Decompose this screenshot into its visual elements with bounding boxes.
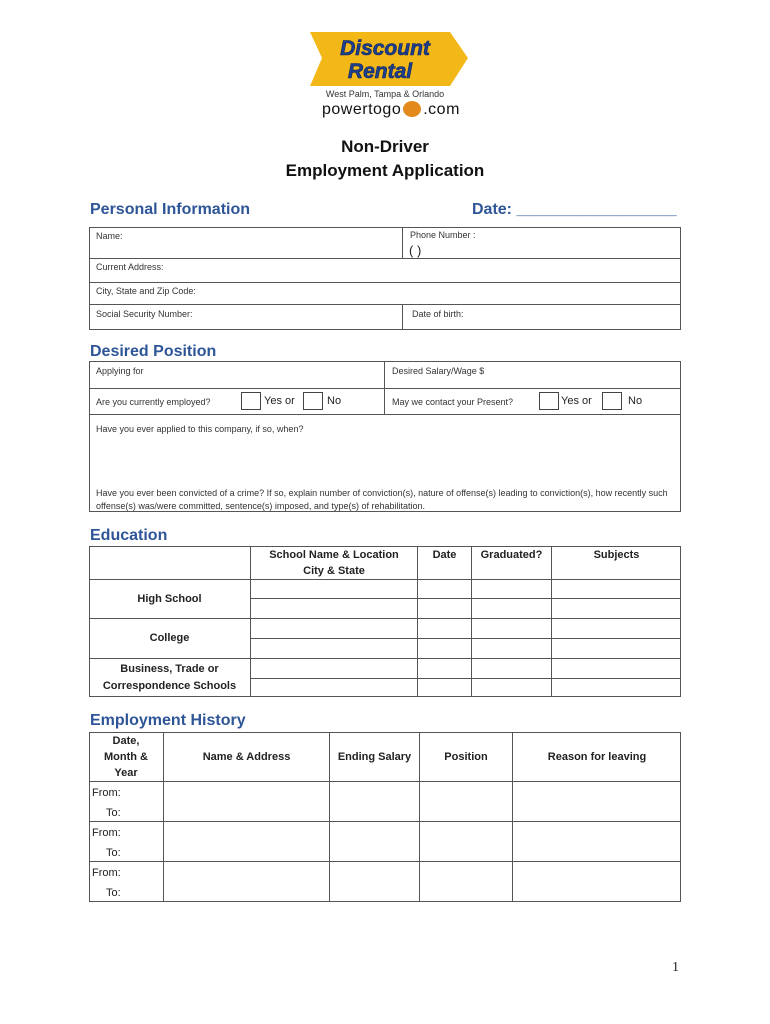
divider [250,638,681,639]
to-label-3: To: [106,887,121,899]
website-tld: .com [423,101,460,118]
row-business-trade: Business, Trade or [120,663,219,675]
education-heading: Education [90,527,168,544]
divider [250,598,681,599]
col-date-line1: Date, [112,735,140,747]
website-logo [322,101,460,119]
col-subjects: Subjects [593,549,640,561]
divider [551,546,552,697]
divider [250,678,681,679]
desired-salary-field[interactable]: Desired Salary/Wage $ [392,366,485,376]
title-line-2: Employment Application [285,161,485,180]
desired-position-heading: Desired Position [90,343,217,360]
divider [89,304,681,305]
divider [89,781,681,782]
divider [89,282,681,283]
contact-no-label: No [628,395,643,407]
discount-rental-logo [300,30,470,88]
row-high-school: High School [137,593,202,605]
contact-no-checkbox[interactable] [602,392,622,410]
phone-field[interactable]: Phone Number : [410,230,476,240]
from-label-1: From: [92,787,121,799]
title-line-1: Non-Driver [341,137,429,156]
divider [402,227,403,258]
to-label-2: To: [106,847,121,859]
col-date-line3: Year [114,767,138,779]
employment-history-heading: Employment History [90,712,246,729]
address-field[interactable]: Current Address: [96,262,164,272]
divider [89,388,681,389]
employed-yes-checkbox[interactable] [241,392,261,410]
employed-question: Are you currently employed? [96,397,211,407]
from-label-3: From: [92,867,121,879]
employed-no-label: No [327,395,342,407]
col-date-line2: Month & [104,751,148,763]
applying-for-field[interactable]: Applying for [96,366,144,376]
divider [89,579,681,580]
contact-question: May we contact your Present? [392,397,514,407]
website-name: powertogo [322,101,402,118]
logo-text-1: Discount [340,37,430,60]
divider [89,861,681,862]
from-label-2: From: [92,827,121,839]
ssn-field[interactable]: Social Security Number: [96,309,193,319]
logo-text-2: Rental [347,60,413,83]
phone-area-code: ( ) [409,243,422,258]
employed-yes-label: Yes or [264,395,295,407]
city-state-zip-field[interactable]: City, State and Zip Code: [96,286,196,296]
col-name-address: Name & Address [202,751,291,763]
col-position: Position [444,751,488,763]
name-field[interactable]: Name: [96,231,123,241]
divider [89,658,681,659]
applied-before-field[interactable]: Have you ever applied to this company, if so, when? [96,424,304,434]
divider [89,618,681,619]
contact-yes-checkbox[interactable] [539,392,559,410]
row-correspondence: Correspondence Schools [102,680,237,692]
col-date: Date [432,549,457,561]
col-ending-salary: Ending Salary [337,751,412,763]
divider [384,361,385,414]
employed-no-checkbox[interactable] [303,392,323,410]
col-reason-leaving: Reason for leaving [547,751,647,763]
col-school-name: School Name & Location [269,549,399,561]
date-field[interactable]: Date: __________________ [472,201,677,218]
divider [89,821,681,822]
dob-field[interactable]: Date of birth: [412,309,464,319]
page-number: 1 [672,960,679,975]
conviction-field[interactable]: Have you ever been convicted of a crime? If so, explain number of conviction(s), nature of offense(s) leading to conviction(s), how recently such offense(s) was/were committed, sentence(s) imposed, and type(s) of rehabilitation. [96,488,668,511]
contact-yes-label: Yes or [561,395,592,407]
locations-text: West Palm, Tampa & Orlando [325,89,445,99]
divider [417,546,418,697]
col-graduated: Graduated? [480,549,543,561]
divider [89,258,681,259]
row-college: College [149,632,190,644]
dog-face-icon [403,101,421,117]
divider [471,546,472,697]
divider [89,414,681,415]
personal-info-heading: Personal Information [90,201,251,218]
col-school-location: City & State [303,565,365,577]
to-label-1: To: [106,807,121,819]
divider [402,304,403,330]
